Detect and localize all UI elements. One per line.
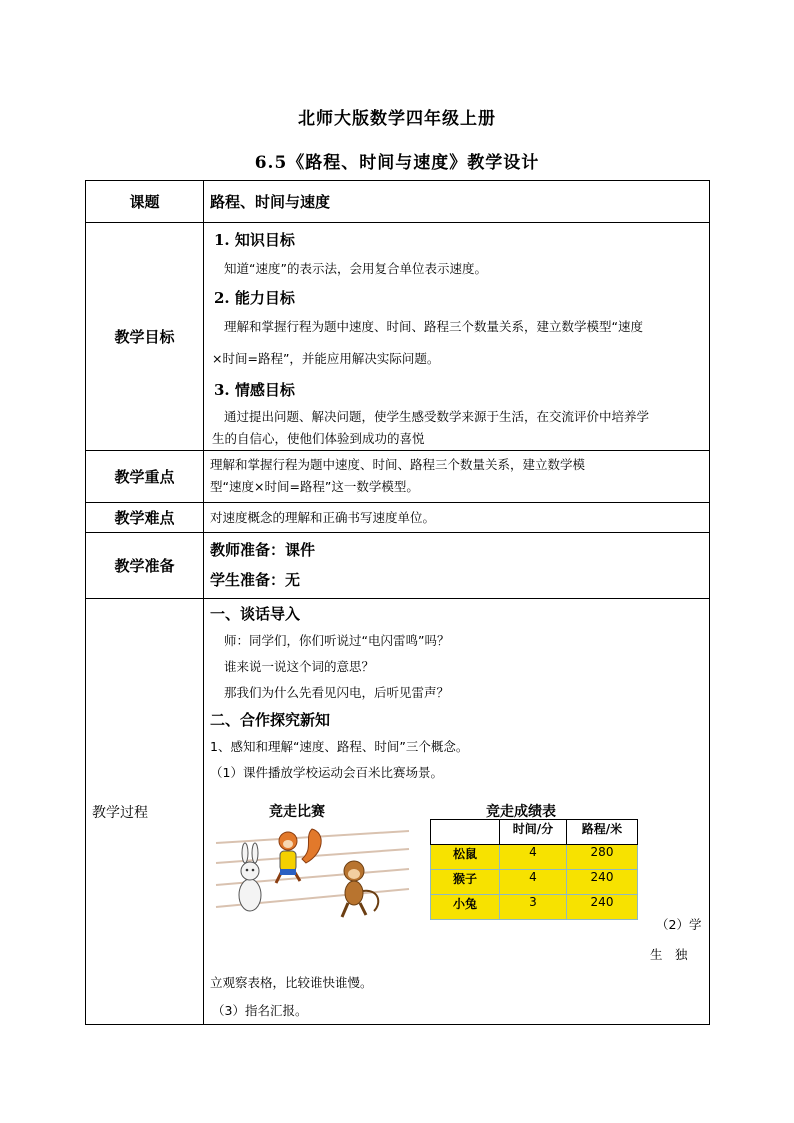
score-value-cell: 4 xyxy=(500,845,567,870)
score-name-cell: 松鼠 xyxy=(431,845,500,870)
score-header-cell: 时间/分 xyxy=(500,820,567,845)
label-preparation: 教学准备 xyxy=(86,533,204,599)
intro-line-3: 那我们为什么先看见闪电，后听见雷声？ xyxy=(224,685,450,700)
tail-line-4: （3）指名汇报。 xyxy=(212,1003,308,1018)
row-key-points xyxy=(86,451,710,503)
label-difficulty: 教学难点 xyxy=(86,503,204,533)
key-points-text-1: 理解和掌握行程为题中速度、时间、路程三个数量关系，建立数学模 xyxy=(210,457,586,472)
ability-goal-text-1: 理解和掌握行程为题中速度、时间、路程三个数量关系，建立数学模型“速度 xyxy=(224,319,643,334)
lesson-plan-table xyxy=(85,180,710,1025)
section-explore-title: 二、合作探究新知 xyxy=(210,711,331,729)
score-value-cell: 3 xyxy=(500,895,567,920)
explore-line-1: 1、感知和理解“速度、路程、时间”三个概念。 xyxy=(210,739,469,754)
knowledge-goal-text: 知道“速度”的表示法，会用复合单位表示速度。 xyxy=(224,261,487,276)
emotion-goal-title: 3. 情感目标 xyxy=(214,381,295,399)
knowledge-goal-title: 1. 知识目标 xyxy=(214,231,295,249)
topic-value: 路程、时间与速度 xyxy=(210,193,331,211)
row-difficulty xyxy=(86,503,710,533)
score-table-row xyxy=(431,870,638,895)
race-scene-image xyxy=(214,823,414,927)
document-subtitle: 6.5《路程、时间与速度》教学设计 xyxy=(254,153,540,173)
label-process: 教学过程 xyxy=(86,599,204,1025)
intro-line-1: 师：同学们，你们听说过“电闪雷鸣”吗？ xyxy=(224,633,450,648)
score-value-cell: 240 xyxy=(567,895,638,920)
score-value-cell: 4 xyxy=(500,870,567,895)
row-topic xyxy=(86,181,710,223)
intro-line-2: 谁来说一说这个词的意思？ xyxy=(224,659,375,674)
student-prep: 学生准备：无 xyxy=(210,571,301,589)
label-goals: 教学目标 xyxy=(86,223,204,451)
score-table-row xyxy=(431,845,638,870)
emotion-goal-text-1: 通过提出问题、解决问题，使学生感受数学来源于生活，在交流评价中培养学 xyxy=(224,409,650,424)
label-key-points: 教学重点 xyxy=(86,451,204,503)
score-name-cell: 小兔 xyxy=(431,895,500,920)
score-name-cell: 猴子 xyxy=(431,870,500,895)
score-table-title: 竞走成绩表 xyxy=(486,804,556,820)
row-process xyxy=(86,599,710,1025)
tail-line-2: 生 独 xyxy=(650,947,688,962)
row-goals xyxy=(86,223,710,451)
explore-line-2: （1）课件播放学校运动会百米比赛场景。 xyxy=(210,765,443,780)
score-header-cell xyxy=(431,820,500,845)
score-table xyxy=(430,819,638,920)
score-value-cell: 240 xyxy=(567,870,638,895)
score-table-row xyxy=(431,895,638,920)
tail-line-1: （2）学 xyxy=(656,917,702,932)
race-title: 竞走比赛 xyxy=(269,804,325,820)
ability-goal-title: 2. 能力目标 xyxy=(214,289,295,307)
document-title: 北师大版数学四年级上册 xyxy=(298,109,496,129)
difficulty-text: 对速度概念的理解和正确书写速度单位。 xyxy=(210,510,436,525)
tail-line-3: 立观察表格，比较谁快谁慢。 xyxy=(210,975,373,990)
section-intro-title: 一、谈话导入 xyxy=(210,605,301,623)
score-header-cell: 路程/米 xyxy=(567,820,638,845)
teacher-prep: 教师准备：课件 xyxy=(210,541,316,559)
emotion-goal-text-2: 生的自信心，使他们体验到成功的喜悦 xyxy=(212,431,425,446)
race-illustration xyxy=(214,795,414,929)
key-points-text-2: 型“速度×时间=路程”这一数学模型。 xyxy=(210,479,419,494)
ability-goal-text-2: ×时间=路程”，并能应用解决实际问题。 xyxy=(212,351,440,366)
row-preparation xyxy=(86,533,710,599)
score-table-header-row xyxy=(431,820,638,845)
label-topic: 课题 xyxy=(86,181,204,223)
score-value-cell: 280 xyxy=(567,845,638,870)
